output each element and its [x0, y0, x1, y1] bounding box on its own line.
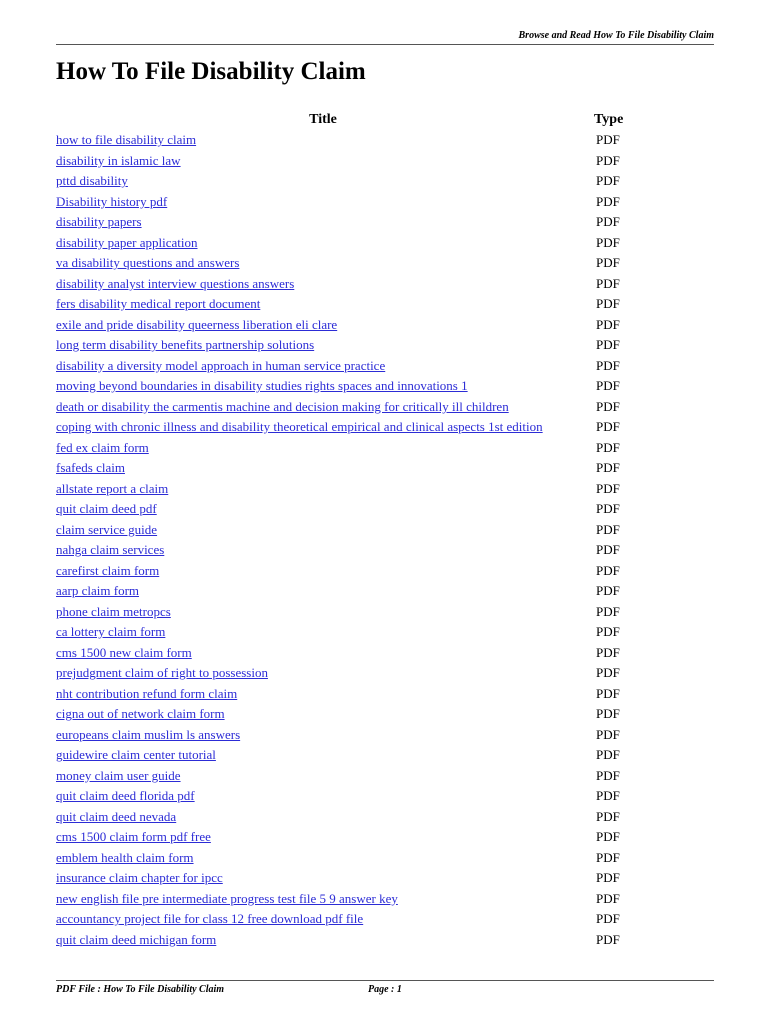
type-cell: PDF	[596, 562, 620, 578]
table-row	[54, 438, 646, 459]
type-cell: PDF	[596, 911, 620, 927]
document-link[interactable]: coping with chronic illness and disability theoretical empirical and clinical aspects 1st edition	[56, 419, 543, 435]
type-cell: PDF	[596, 234, 620, 250]
table-row	[54, 397, 646, 418]
table-row	[54, 376, 646, 397]
type-cell: PDF	[596, 583, 620, 599]
title-cell	[54, 479, 592, 500]
title-cell	[54, 766, 592, 787]
type-cell: PDF	[596, 152, 620, 168]
title-cell	[54, 397, 592, 418]
running-header: Browse and Read How To File Disability Claim	[518, 30, 714, 41]
title-cell	[54, 581, 592, 602]
table-row	[54, 192, 646, 213]
document-link[interactable]: disability in islamic law	[56, 152, 181, 168]
footer-page-number: Page : 1	[368, 984, 402, 995]
header-divider	[56, 44, 714, 45]
title-cell	[54, 130, 592, 151]
document-link[interactable]: disability analyst interview questions answers	[56, 275, 295, 291]
document-link[interactable]: nahga claim services	[56, 542, 165, 558]
table-row	[54, 356, 646, 377]
document-link[interactable]: accountancy project file for class 12 free download pdf file	[56, 911, 364, 927]
document-link[interactable]: how to file disability claim	[56, 132, 197, 148]
type-cell: PDF	[596, 767, 620, 783]
title-cell	[54, 356, 592, 377]
table-row	[54, 868, 646, 889]
title-cell	[54, 253, 592, 274]
table-row	[54, 684, 646, 705]
type-cell: PDF	[596, 870, 620, 886]
document-link[interactable]: cms 1500 new claim form	[56, 644, 192, 660]
document-link[interactable]: phone claim metropcs	[56, 603, 171, 619]
type-cell: PDF	[596, 542, 620, 558]
table-row	[54, 253, 646, 274]
column-header-type: Type	[594, 112, 624, 127]
table-row	[54, 520, 646, 541]
table-row	[54, 315, 646, 336]
document-link[interactable]: disability paper application	[56, 234, 198, 250]
type-cell: PDF	[596, 829, 620, 845]
type-cell: PDF	[596, 357, 620, 373]
title-cell	[54, 561, 592, 582]
title-cell	[54, 458, 592, 479]
title-cell	[54, 704, 592, 725]
type-cell: PDF	[596, 685, 620, 701]
title-cell	[54, 520, 592, 541]
title-cell	[54, 909, 592, 930]
document-link[interactable]: disability a diversity model approach in human service practice	[56, 357, 386, 373]
title-cell	[54, 930, 592, 951]
table-header-row	[54, 110, 646, 130]
document-link[interactable]: new english file pre intermediate progress test file 5 9 answer key	[56, 890, 398, 906]
type-cell: PDF	[596, 603, 620, 619]
column-header-title: Title	[309, 112, 337, 127]
document-link[interactable]: allstate report a claim	[56, 480, 169, 496]
title-cell	[54, 417, 592, 438]
table-row	[54, 335, 646, 356]
type-cell: PDF	[596, 726, 620, 742]
table-row	[54, 622, 646, 643]
document-link[interactable]: nht contribution refund form claim	[56, 685, 238, 701]
document-link[interactable]: exile and pride disability queerness liberation eli clare	[56, 316, 338, 332]
table-row	[54, 499, 646, 520]
table-row	[54, 417, 646, 438]
document-link[interactable]: guidewire claim center tutorial	[56, 747, 216, 763]
title-cell	[54, 212, 592, 233]
table-body	[54, 130, 646, 950]
type-cell: PDF	[596, 173, 620, 189]
document-link[interactable]: long term disability benefits partnership solutions	[56, 337, 315, 353]
table-row	[54, 848, 646, 869]
document-link[interactable]: va disability questions and answers	[56, 255, 240, 271]
table-row	[54, 171, 646, 192]
type-cell: PDF	[596, 931, 620, 947]
document-table	[54, 110, 646, 950]
title-cell	[54, 807, 592, 828]
document-link[interactable]: moving beyond boundaries in disability studies rights spaces and innovations 1	[56, 378, 468, 394]
title-cell	[54, 827, 592, 848]
table-row	[54, 704, 646, 725]
document-link[interactable]: quit claim deed pdf	[56, 501, 157, 517]
title-cell	[54, 499, 592, 520]
document-link[interactable]: europeans claim muslim ls answers	[56, 726, 241, 742]
title-cell	[54, 643, 592, 664]
title-cell	[54, 622, 592, 643]
document-link[interactable]: money claim user guide	[56, 767, 181, 783]
title-cell	[54, 192, 592, 213]
document-link[interactable]: claim service guide	[56, 521, 158, 537]
type-cell: PDF	[596, 255, 620, 271]
table-row	[54, 643, 646, 664]
footer-divider	[56, 980, 714, 981]
table-row	[54, 745, 646, 766]
type-cell: PDF	[596, 644, 620, 660]
type-cell: PDF	[596, 398, 620, 414]
document-link[interactable]: quit claim deed florida pdf	[56, 788, 195, 804]
document-link[interactable]: ca lottery claim form	[56, 624, 166, 640]
title-cell	[54, 315, 592, 336]
document-link[interactable]: aarp claim form	[56, 583, 140, 599]
table-row	[54, 766, 646, 787]
title-cell	[54, 540, 592, 561]
table-row	[54, 889, 646, 910]
table-row	[54, 274, 646, 295]
title-cell	[54, 889, 592, 910]
table-row	[54, 602, 646, 623]
type-cell: PDF	[596, 665, 620, 681]
footer-file-label: PDF File : How To File Disability Claim	[56, 984, 225, 995]
type-cell: PDF	[596, 378, 620, 394]
type-cell: PDF	[596, 624, 620, 640]
type-cell: PDF	[596, 501, 620, 517]
table-row	[54, 909, 646, 930]
title-cell	[54, 171, 592, 192]
document-link[interactable]: cms 1500 claim form pdf free	[56, 829, 211, 845]
title-cell	[54, 786, 592, 807]
document-link[interactable]: Disability history pdf	[56, 193, 168, 209]
title-cell	[54, 725, 592, 746]
document-link[interactable]: insurance claim chapter for ipcc	[56, 870, 223, 886]
title-cell	[54, 294, 592, 315]
title-cell	[54, 438, 592, 459]
title-cell	[54, 602, 592, 623]
type-cell: PDF	[596, 890, 620, 906]
table-row	[54, 479, 646, 500]
document-link[interactable]: fsafeds claim	[56, 460, 125, 476]
type-cell: PDF	[596, 275, 620, 291]
type-cell: PDF	[596, 214, 620, 230]
table-row	[54, 212, 646, 233]
document-link[interactable]: pttd disability	[56, 173, 128, 189]
table-row	[54, 294, 646, 315]
type-cell: PDF	[596, 849, 620, 865]
type-cell: PDF	[596, 316, 620, 332]
type-cell: PDF	[596, 480, 620, 496]
type-cell: PDF	[596, 419, 620, 435]
document-link[interactable]: fers disability medical report document	[56, 296, 261, 312]
document-link[interactable]: carefirst claim form	[56, 562, 160, 578]
title-cell	[54, 335, 592, 356]
table-row	[54, 130, 646, 151]
table-row	[54, 663, 646, 684]
title-cell	[54, 684, 592, 705]
document-link[interactable]: disability papers	[56, 214, 142, 230]
table-row	[54, 827, 646, 848]
type-cell: PDF	[596, 808, 620, 824]
page-title: How To File Disability Claim	[56, 58, 366, 85]
document-link[interactable]: death or disability the carmentis machine and decision making for critically ill children	[56, 398, 509, 414]
type-cell: PDF	[596, 193, 620, 209]
table-row	[54, 561, 646, 582]
title-cell	[54, 274, 592, 295]
table-row	[54, 540, 646, 561]
table-row	[54, 581, 646, 602]
type-cell: PDF	[596, 337, 620, 353]
title-cell	[54, 868, 592, 889]
table-row	[54, 786, 646, 807]
type-cell: PDF	[596, 460, 620, 476]
document-link[interactable]: emblem health claim form	[56, 849, 194, 865]
type-cell: PDF	[596, 521, 620, 537]
type-cell: PDF	[596, 296, 620, 312]
title-cell	[54, 848, 592, 869]
type-cell: PDF	[596, 439, 620, 455]
table-row	[54, 458, 646, 479]
document-link[interactable]: fed ex claim form	[56, 439, 149, 455]
type-cell: PDF	[596, 706, 620, 722]
title-cell	[54, 151, 592, 172]
title-cell	[54, 233, 592, 254]
document-link[interactable]: quit claim deed michigan form	[56, 931, 217, 947]
table-row	[54, 725, 646, 746]
type-cell: PDF	[596, 132, 620, 148]
title-cell	[54, 376, 592, 397]
title-cell	[54, 663, 592, 684]
document-link[interactable]: quit claim deed nevada	[56, 808, 177, 824]
table-row	[54, 233, 646, 254]
document-link[interactable]: cigna out of network claim form	[56, 706, 225, 722]
type-cell: PDF	[596, 747, 620, 763]
title-cell	[54, 745, 592, 766]
type-cell: PDF	[596, 788, 620, 804]
document-link[interactable]: prejudgment claim of right to possession	[56, 665, 268, 681]
table-row	[54, 930, 646, 951]
table-row	[54, 807, 646, 828]
table-row	[54, 151, 646, 172]
